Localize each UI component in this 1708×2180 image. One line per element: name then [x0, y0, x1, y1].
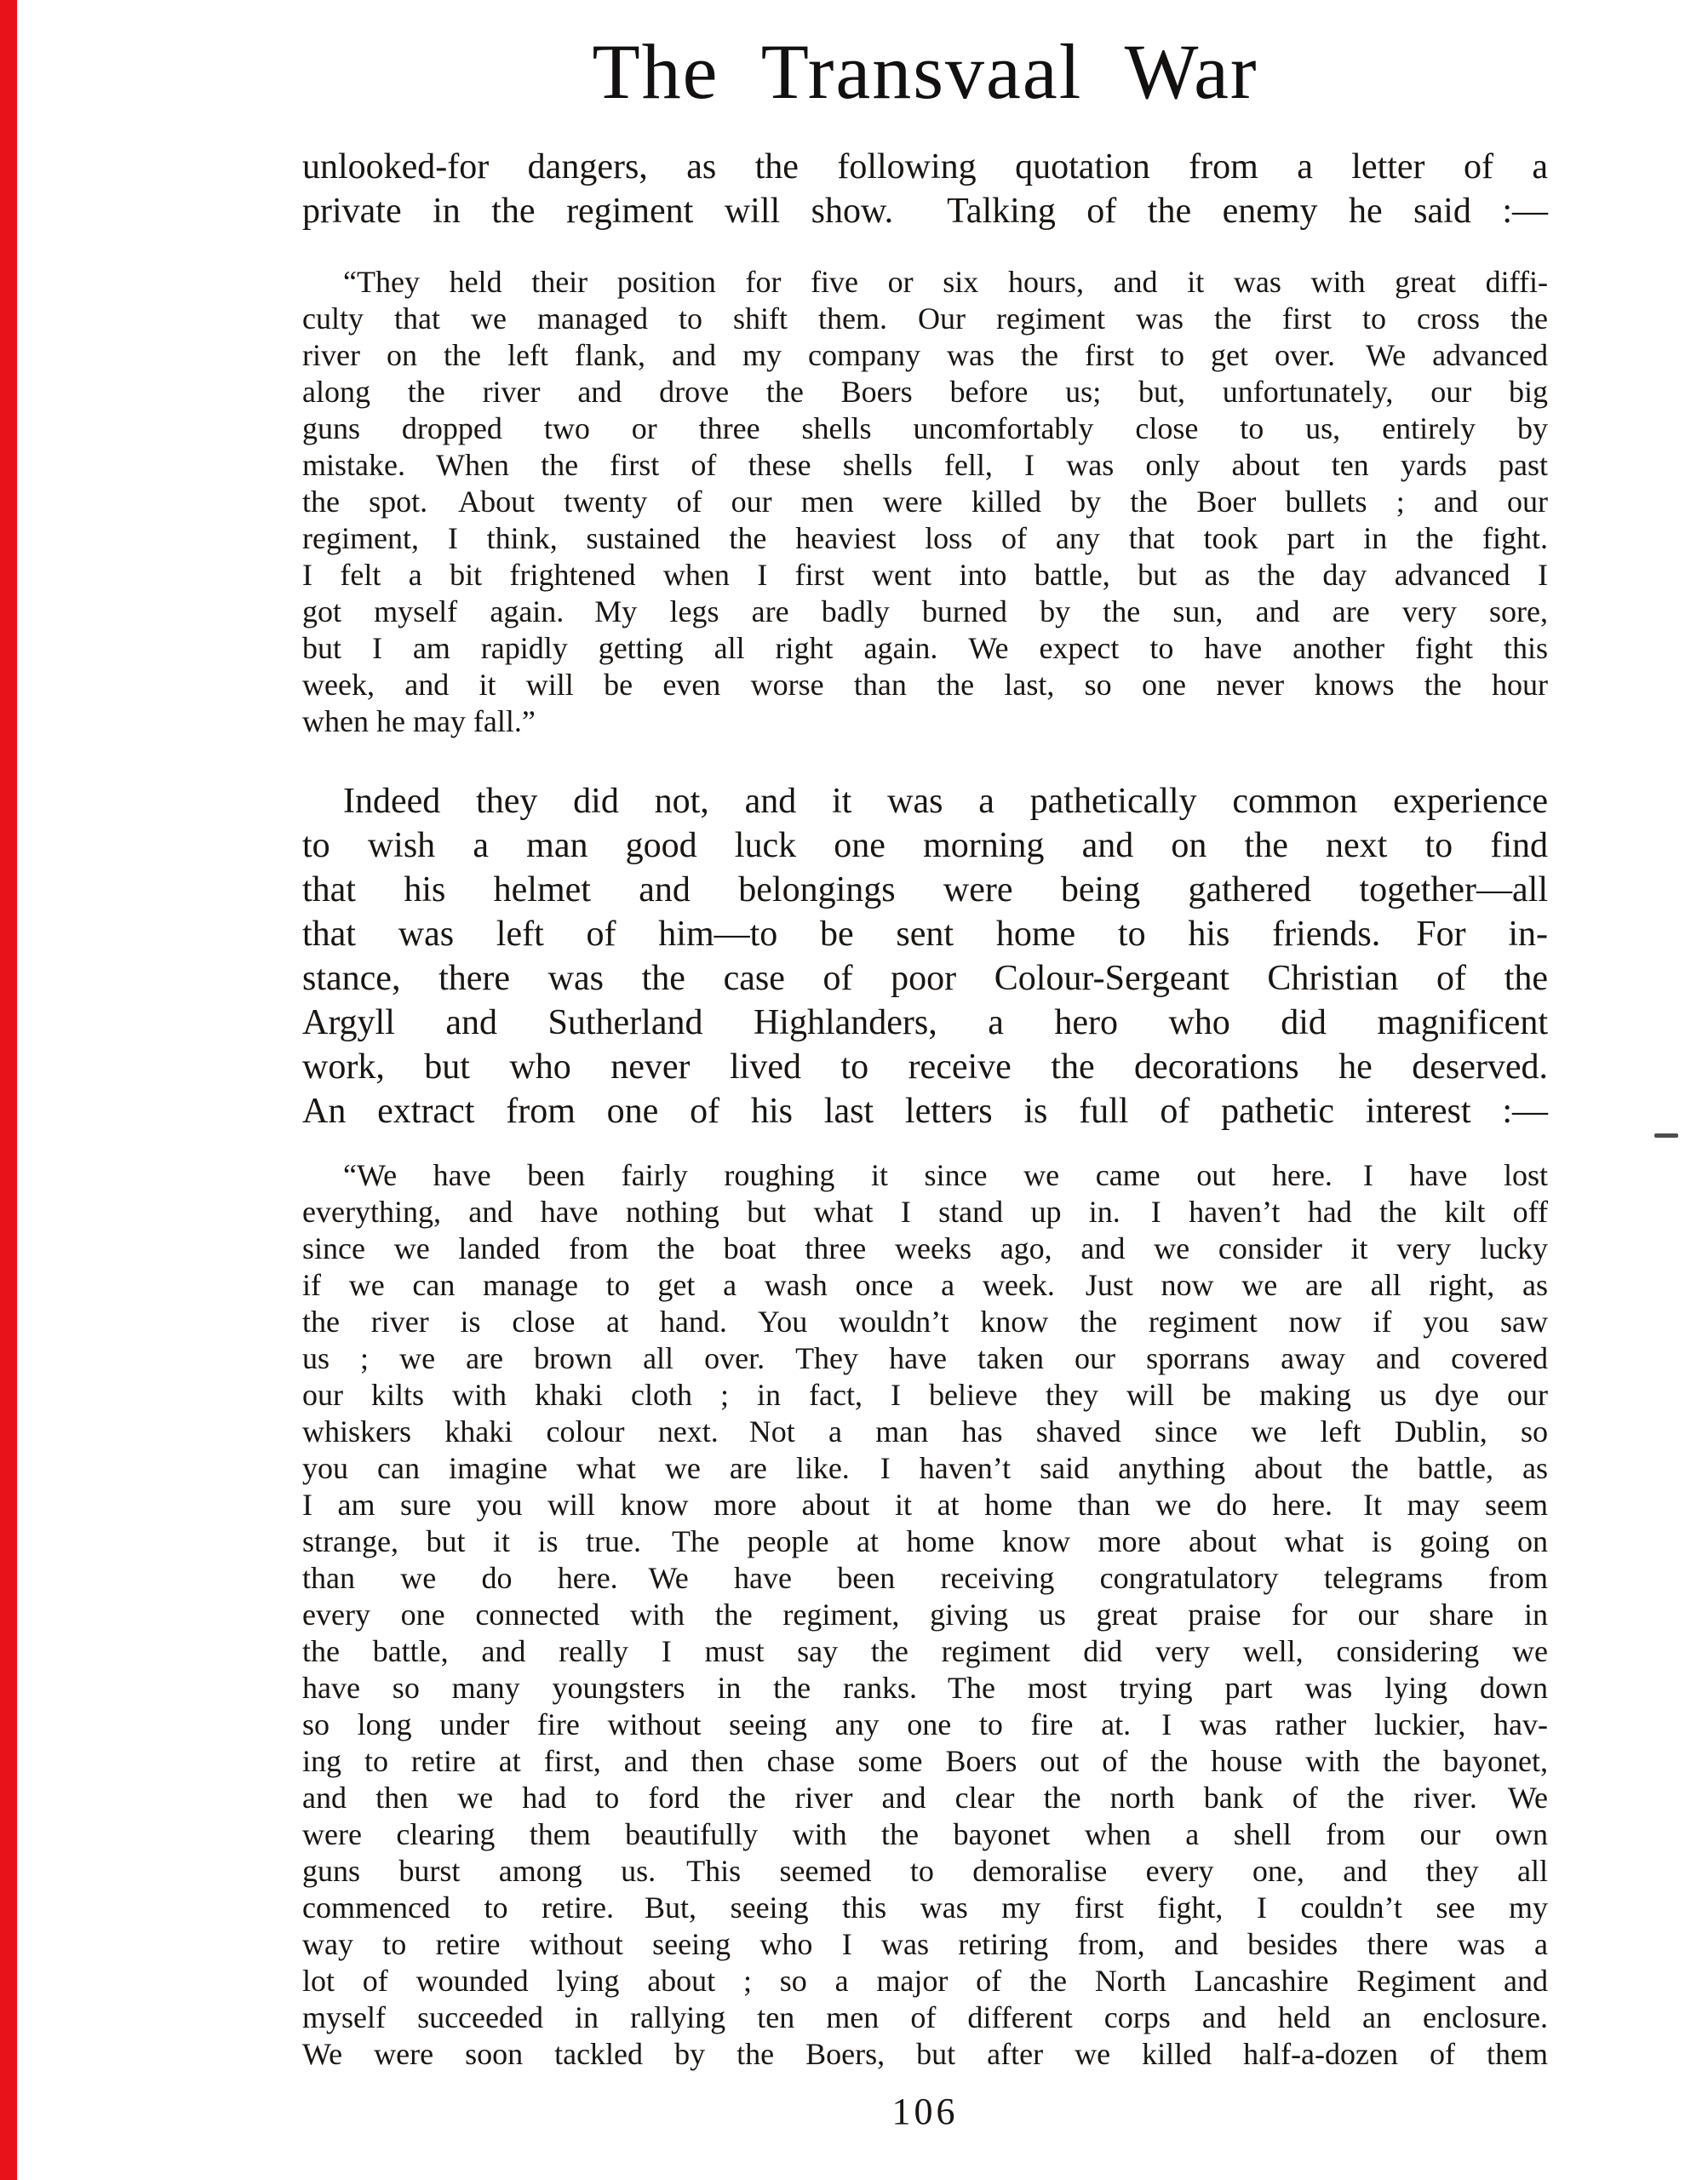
text-column	[302, 0, 1548, 2132]
text-line: have so many youngsters in the ranks. The most trying part was lying down	[302, 1671, 1548, 1705]
text-line: whiskers khaki colour next. Not a man has shaved since we left Dublin, so	[302, 1414, 1548, 1449]
text-line: that his helmet and belongings were being gathered together—all	[302, 870, 1548, 909]
text-line: our kilts with khaki cloth ; in fact, I believe they will be making us dye our	[302, 1378, 1548, 1412]
text-line: were clearing them beautifully with the bayonet when a shell from our own	[302, 1817, 1548, 1851]
text-line: I am sure you will know more about it at home than we do here. It may seem	[302, 1488, 1548, 1522]
text-line: lot of wounded lying about ; so a major of the North Lancashire Regiment and	[302, 1964, 1548, 1998]
quoted-letter-private	[302, 264, 1548, 740]
quoted-letter-colour-sergeant	[302, 1157, 1548, 2073]
text-line: when he may fall.”	[302, 704, 536, 738]
text-line: week, and it will be even worse than the last, so one never knows the hour	[302, 668, 1548, 702]
text-line: along the river and drove the Boers before us; but, unfortunately, our big	[302, 375, 1548, 409]
text-line: commenced to retire. But, seeing this was my first fight, I couldn’t see my	[302, 1890, 1548, 1925]
text-line: since we landed from the boat three weeks ago, and we consider it very lucky	[302, 1231, 1548, 1265]
text-line: work, but who never lived to receive the decorations he deserved.	[302, 1047, 1548, 1087]
text-line: culty that we managed to shift them. Our regiment was the first to cross the	[302, 301, 1548, 336]
text-line: ing to retire at first, and then chase some Boers out of the house with the bayonet,	[302, 1744, 1548, 1778]
text-line: way to retire without seeing who I was retiring from, and besides there was a	[302, 1927, 1548, 1961]
text-line: myself succeeded in rallying ten men of different corps and held an enclosure.	[302, 2000, 1548, 2034]
text-line: guns dropped two or three shells uncomfortably close to us, entirely by	[302, 411, 1548, 445]
text-line: Indeed they did not, and it was a pathetically common experience	[343, 782, 1548, 821]
text-line: every one connected with the regiment, giving us great praise for our share in	[302, 1598, 1548, 1632]
page-number: 106	[891, 2091, 959, 2132]
scan-edge-bar	[0, 0, 17, 2180]
paragraph-intro	[302, 145, 1548, 233]
text-line: regiment, I think, sustained the heaviest loss of any that took part in the fight.	[302, 521, 1548, 555]
text-line: everything, and have nothing but what I stand up in. I haven’t had the kilt off	[302, 1195, 1548, 1229]
text-line: stance, there was the case of poor Colour-Sergeant Christian of the	[302, 959, 1548, 998]
text-line: you can imagine what we are like. I haven’t said anything about the battle, as	[302, 1451, 1548, 1485]
text-line: “We have been fairly roughing it since we came out here. I have lost	[343, 1158, 1548, 1192]
text-line: We were soon tackled by the Boers, but after we killed half-a-dozen of them	[302, 2037, 1548, 2071]
text-line: mistake. When the first of these shells fell, I was only about ten yards past	[302, 448, 1548, 482]
text-line: “They held their position for five or six hours, and it was with great diffi-	[343, 265, 1548, 299]
text-line: unlooked-for dangers, as the following quotation from a letter of a	[302, 147, 1548, 186]
text-line: but I am rapidly getting all right again. We expect to have another fight this	[302, 631, 1548, 665]
text-line: the river is close at hand. You wouldn’t know the regiment now if you saw	[302, 1305, 1548, 1339]
text-line: private in the regiment will show. Talking of the enemy he said :—	[302, 192, 1548, 231]
text-line: to wish a man good luck one morning and on the next to find	[302, 826, 1548, 865]
text-line: strange, but it is true. The people at home know more about what is going on	[302, 1524, 1548, 1558]
text-line: An extract from one of his last letters is full of pathetic interest :—	[302, 1092, 1548, 1131]
page-title: The Transvaal War	[592, 28, 1258, 115]
scan-margin-artifact	[1654, 1133, 1678, 1138]
text-line: Argyll and Sutherland Highlanders, a hero who did magnificent	[302, 1003, 1548, 1042]
text-line: if we can manage to get a wash once a week. Just now we are all right, as	[302, 1268, 1548, 1302]
paragraph-narrative	[302, 779, 1548, 1133]
text-line: and then we had to ford the river and clear the north bank of the river. We	[302, 1781, 1548, 1815]
text-line: us ; we are brown all over. They have taken our sporrans away and covered	[302, 1341, 1548, 1375]
text-line: guns burst among us. This seemed to demoralise every one, and they all	[302, 1854, 1548, 1888]
text-line: I felt a bit frightened when I first went into battle, but as the day advanced I	[302, 558, 1548, 592]
text-line: the battle, and really I must say the regiment did very well, considering we	[302, 1634, 1548, 1668]
text-line: so long under fire without seeing any one to fire at. I was rather luckier, hav-	[302, 1707, 1548, 1741]
text-line: that was left of him—to be sent home to his friends. For in-	[302, 915, 1548, 954]
text-line: than we do here. We have been receiving congratulatory telegrams from	[302, 1561, 1548, 1595]
text-line: river on the left flank, and my company was the first to get over. We advanced	[302, 338, 1548, 372]
text-line: got myself again. My legs are badly burned by the sun, and are very sore,	[302, 594, 1548, 628]
text-line: the spot. About twenty of our men were killed by the Boer bullets ; and our	[302, 485, 1548, 519]
